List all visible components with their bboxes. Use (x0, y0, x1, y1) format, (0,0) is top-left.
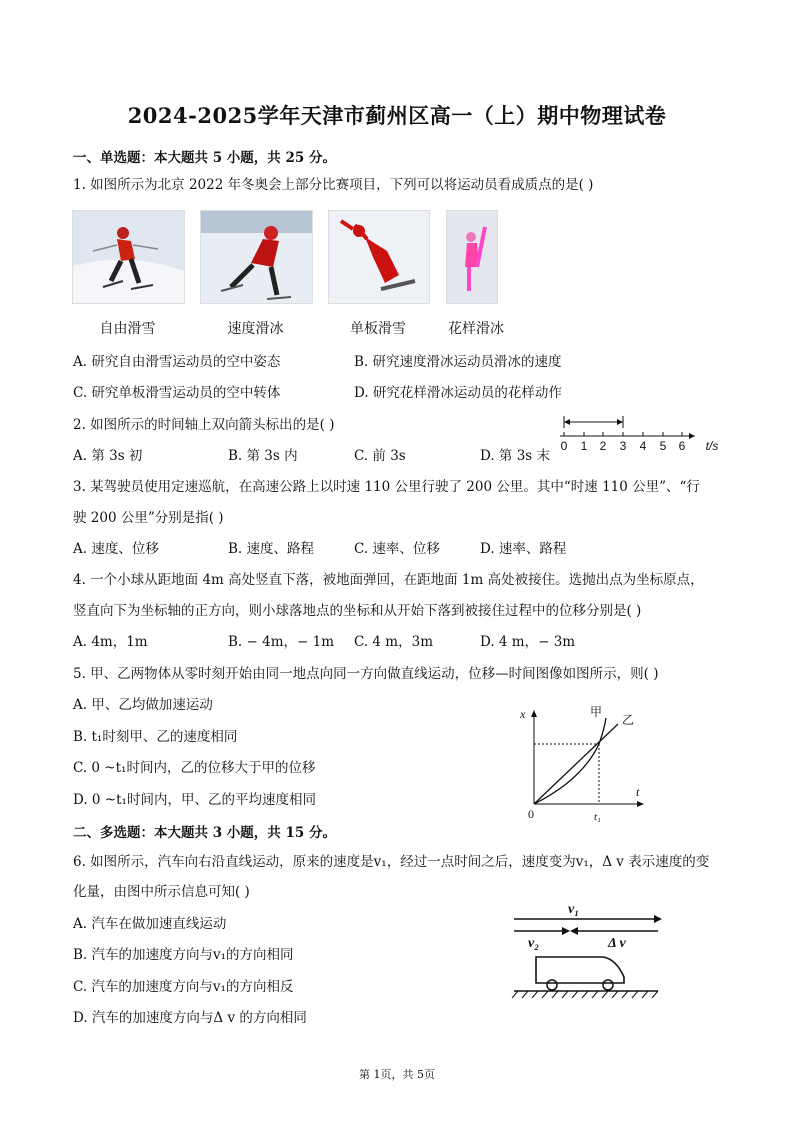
xt-graph (512, 700, 652, 829)
tick-6: 6 (678, 439, 686, 453)
q3-option-c: C. 速率、位移 (354, 541, 440, 557)
q4-option-a: A. 4m，1m (73, 634, 148, 650)
q3-option-d: D. 速率、路程 (480, 541, 567, 557)
q2-option-d: D. 第 3s 末 (480, 448, 551, 464)
timeline-diagram (555, 410, 725, 458)
q4-stem-line1: 4. 一个小球从距地面 4m 高处竖直下落，被地面弹回，在距地面 1m 高处被接住。选抛出点为坐标原点， (73, 572, 704, 588)
tick-2: 2 (599, 439, 607, 453)
q5-stem: 5. 甲、乙两物体从零时刻开始由同一地点向同一方向做直线运动，位移—时间图像如图所示，则( ) (73, 666, 659, 682)
page-title: 2024-2025学年天津市蓟州区高一（上）期中物理试卷 (127, 103, 667, 128)
curve-jia (534, 718, 606, 804)
q6-stem-line1: 6. 如图所示，汽车向右沿直线运动，原来的速度是v₁，经过一点时间之后，速度变为v₁，Δ v 表示速度的变 (73, 854, 710, 870)
q5-option-a: A. 甲、乙均做加速运动 (73, 697, 213, 713)
caption-speed-skating: 速度滑冰 (227, 321, 284, 337)
q1-option-b: B. 研究速度滑冰运动员滑冰的速度 (354, 354, 562, 370)
label-yi: 乙 (622, 713, 635, 727)
q2-option-c: C. 前 3s (354, 448, 406, 464)
caption-figure-skating: 花样滑冰 (448, 321, 504, 337)
q6-option-b: B. 汽车的加速度方向与v₁的方向相同 (73, 947, 294, 963)
q3-stem-line1: 3. 某驾驶员使用定速巡航，在高速公路上以时速 110 公里行驶了 200 公里。其中“时速 110 公里”、“行 (73, 479, 700, 495)
velocity-diagram (508, 895, 673, 1004)
car-icon (536, 957, 624, 983)
label-delta-v: Δ v (608, 936, 626, 951)
q1-stem: 1. 如图所示为北京 2022 年冬奥会上部分比赛项目，下列可以将运动员看成质点的是( ) (73, 177, 594, 193)
tick-0: 0 (560, 439, 568, 453)
line-yi (534, 724, 618, 804)
q5-option-c: C. 0 ~t₁时间内，乙的位移大于甲的位移 (73, 760, 316, 776)
q3-option-b: B. 速度、路程 (228, 541, 315, 557)
q1-option-d: D. 研究花样滑冰运动员的花样动作 (354, 385, 562, 401)
axis-unit: t/s (705, 439, 719, 453)
q4-option-b: B. − 4m，− 1m (228, 634, 334, 650)
figure-skating-image (446, 210, 498, 304)
q6-option-a: A. 汽车在做加速直线运动 (73, 916, 227, 932)
q2-option-b: B. 第 3s 内 (228, 448, 298, 464)
graph-t1: t₁ (594, 811, 601, 823)
q2-option-a: A. 第 3s 初 (73, 448, 143, 464)
q5-option-d: D. 0 ~t₁时间内，甲、乙的平均速度相同 (73, 792, 316, 808)
section-heading-single-choice: 一、单选题：本大题共 5 小题，共 25 分。 (73, 150, 336, 166)
q4-option-c: C. 4 m，3m (354, 634, 434, 650)
graph-x-label: x (520, 707, 526, 721)
label-v2: v₂ (528, 936, 540, 951)
snowboard-image (328, 210, 430, 304)
q1-option-c: C. 研究单板滑雪运动员的空中转体 (73, 385, 281, 401)
caption-snowboard: 单板滑雪 (350, 321, 406, 337)
q2-stem: 2. 如图所示的时间轴上双向箭头标出的是( ) (73, 417, 335, 433)
caption-freestyle-skiing: 自由滑雪 (99, 321, 156, 337)
label-jia: 甲 (590, 705, 603, 719)
tick-4: 4 (639, 439, 647, 453)
q3-option-a: A. 速度、位移 (73, 541, 159, 557)
q4-option-d: D. 4 m，− 3m (480, 634, 576, 650)
graph-t-label: t (636, 785, 640, 799)
q1-option-a: A. 研究自由滑雪运动员的空中姿态 (73, 354, 281, 370)
graph-origin: 0 (528, 807, 534, 821)
section-heading-multi-choice: 二、多选题：本大题共 3 小题，共 15 分。 (73, 825, 336, 841)
speed-skating-image (200, 210, 313, 304)
q3-stem-line2: 驶 200 公里”分别是指( ) (73, 510, 224, 526)
freestyle-skiing-image (72, 210, 185, 304)
q6-option-d: D. 汽车的加速度方向与Δ v 的方向相同 (73, 1010, 307, 1026)
label-v1: v₁ (568, 902, 580, 917)
page-footer: 第 1页，共 5页 (359, 1068, 435, 1081)
tick-5: 5 (659, 439, 667, 453)
q6-option-c: C. 汽车的加速度方向与v₁的方向相反 (73, 979, 294, 995)
q6-stem-line2: 化量，由图中所示信息可知( ) (73, 884, 250, 900)
q4-stem-line2: 竖直向下为坐标轴的正方向，则小球落地点的坐标和从开始下落到被接住过程中的位移分别是( ) (73, 603, 642, 619)
tick-1: 1 (580, 439, 588, 453)
q5-option-b: B. t₁时刻甲、乙的速度相同 (73, 729, 238, 745)
tick-3: 3 (619, 439, 627, 453)
